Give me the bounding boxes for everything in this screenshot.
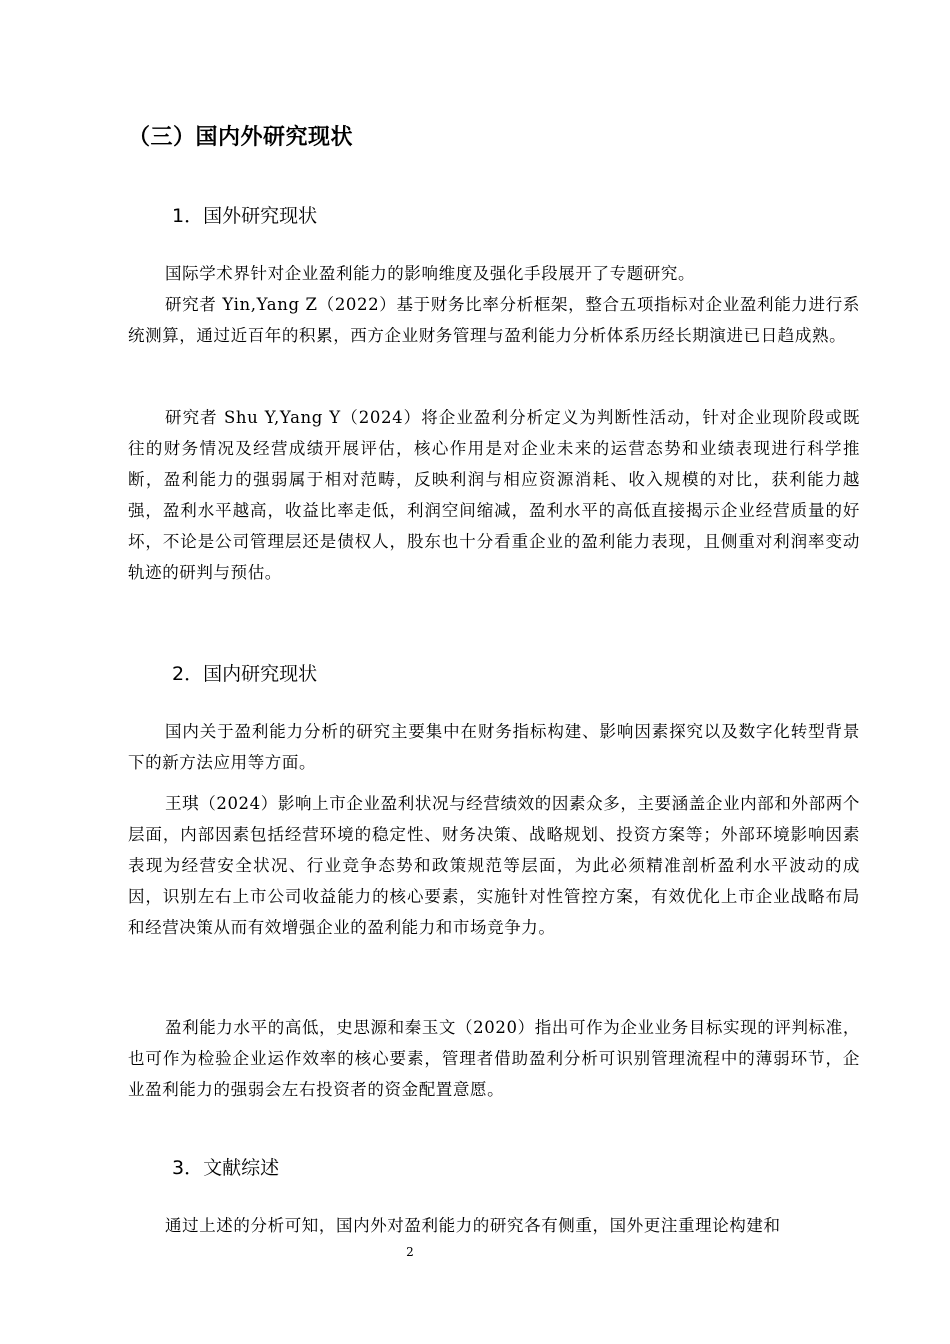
subsection-heading-domestic: 2．国内研究现状 [172, 663, 318, 685]
section-title: （三）国内外研究现状 [128, 125, 354, 150]
paragraph: 研究者 Yin,Yang Z（2022）基于财务比率分析框架，整合五项指标对企业盈利能力进行系统测算，通过近百年的积累，西方企业财务管理与盈利能力分析体系历经长期演进已日趋成熟。 [128, 295, 860, 345]
paragraph: 通过上述的分析可知，国内外对盈利能力的研究各有侧重，国外更注重理论构建和 [165, 1216, 781, 1235]
paragraph: 研究者 Shu Y,Yang Y（2024）将企业盈利分析定义为判断性活动，针对企业现阶段或既往的财务情况及经营成绩开展评估，核心作用是对企业未来的运营态势和业绩表现进行科学推断，盈利能力的强弱属于相对范畴，反映利润与相应资源消耗、收入规模的对比，获利能力越强，盈利水平越高，收益比率走低，利润空间缩减，盈利水平的高低直接揭示企业经营质量的好坏，不论是公司管理层还是债权人，股东也十分看重企业的盈利能力表现，且侧重对利润率变动轨迹的研判与预估。 [128, 408, 860, 582]
page-number: 2 [406, 1245, 414, 1259]
paragraph: 王琪（2024）影响上市企业盈利状况与经营绩效的因素众多，主要涵盖企业内部和外部两个层面，内部因素包括经营环境的稳定性、财务决策、战略规划、投资方案等；外部环境影响因素表现为经营安全状况、行业竞争态势和政策规范等层面，为此必须精准剖析盈利水平波动的成因，识别左右上市公司收益能力的核心要素，实施针对性管控方案，有效优化上市企业战略布局和经营决策从而有效增强企业的盈利能力和市场竞争力。 [128, 794, 860, 937]
paragraph: 盈利能力水平的高低，史思源和秦玉文（2020）指出可作为企业业务目标实现的评判标准，也可作为检验企业运作效率的核心要素，管理者借助盈利分析可识别管理流程中的薄弱环节，企业盈利能力的强弱会左右投资者的资金配置意愿。 [128, 1018, 860, 1099]
paragraph: 国际学术界针对企业盈利能力的影响维度及强化手段展开了专题研究。 [165, 264, 696, 283]
paragraph: 国内关于盈利能力分析的研究主要集中在财务指标构建、影响因素探究以及数字化转型背景下的新方法应用等方面。 [128, 722, 860, 772]
subsection-heading-review: 3．文献综述 [172, 1157, 280, 1179]
subsection-heading-foreign: 1．国外研究现状 [172, 205, 318, 227]
